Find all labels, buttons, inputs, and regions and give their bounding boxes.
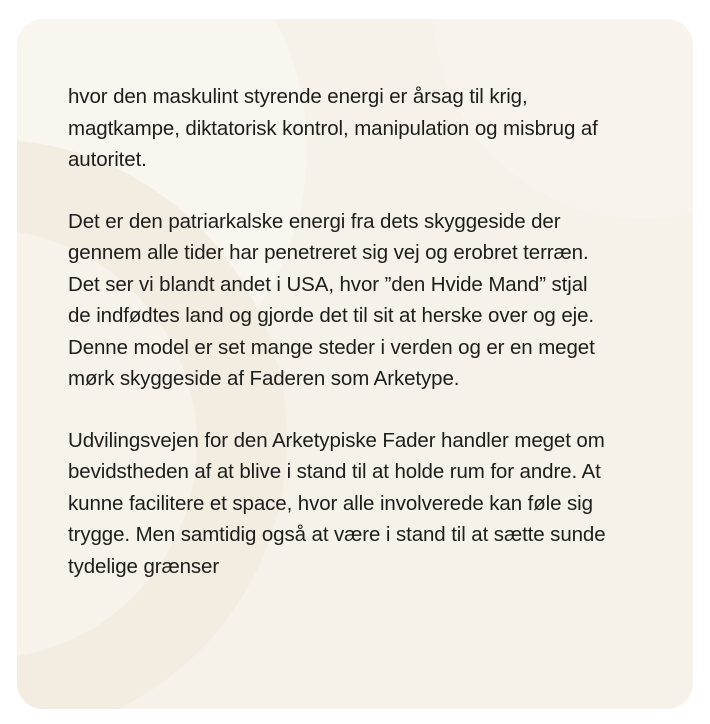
paragraph: Udvilingsvejen for den Arketypiske Fader handler meget om bevidstheden af at blive i stand til at holde rum for andre. At kunne facilitere et space, hvor alle involverede kan føle sig trygge. Men samtidig også at være i stand til at sætte sunde tydelige grænser <box>68 428 606 578</box>
content-card <box>17 19 693 709</box>
paragraph: Det er den patriarkalske energi fra dets skyggeside der gennem alle tider har penetreret sig vej og erobret terræn. Det ser vi blandt andet i USA, hvor ”den Hvide Mand” stjal de indfødtes land og gjorde det til sit at herske over og eje. Denne model er set mange steder i verden og er en meget mørk skyggeside af Faderen som Arketype. <box>68 209 595 390</box>
paragraph: hvor den maskulint styrende energi er årsag til krig, magtkampe, diktatorisk kontrol, manipulation og misbrug af autoritet. <box>68 85 598 171</box>
text-content <box>68 81 614 582</box>
